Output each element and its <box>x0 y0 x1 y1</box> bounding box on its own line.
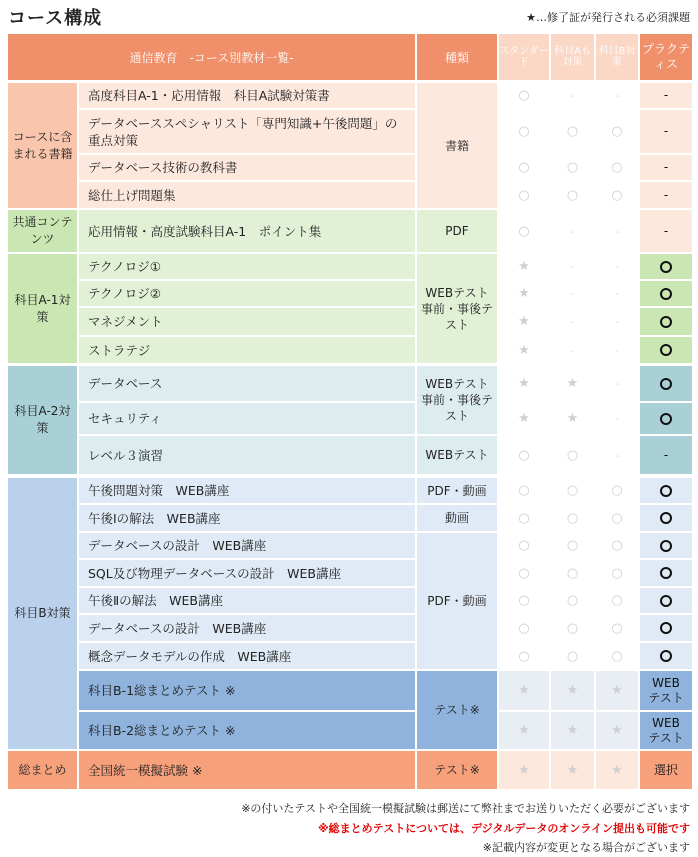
mark-subject: ★ <box>611 723 623 738</box>
practice-cell <box>640 366 692 401</box>
mark-cell-subject <box>596 588 638 613</box>
mark-exam: ○ <box>566 160 579 175</box>
mark-cell-standard <box>499 83 549 108</box>
mark-standard: ○ <box>518 510 530 526</box>
mark-subject: ○ <box>611 620 623 636</box>
mark-standard: ★ <box>518 376 530 391</box>
mark-subject: - <box>615 89 619 102</box>
practice-circle-icon <box>660 413 672 425</box>
mark-cell-exam <box>551 478 594 503</box>
mark-subject: - <box>615 343 619 357</box>
note-digital: ※総まとめテストについては、デジタルデータのオンライン提出も可能です <box>317 822 690 835</box>
type-cell: WEBテスト 事前・事後テスト <box>417 254 497 363</box>
type-cell: テスト※ <box>417 751 497 789</box>
practice-cell <box>640 478 692 503</box>
mark-cell-subject <box>596 337 638 363</box>
mark-standard: ★ <box>518 314 530 329</box>
legend-text: ★…修了証が発行される必須課題 <box>526 11 690 24</box>
mark-standard: ○ <box>518 620 530 636</box>
list-item: 科目B-1総まとめテスト ※ <box>79 671 415 710</box>
mark-subject: ○ <box>611 160 623 175</box>
mark-standard: ○ <box>518 187 530 203</box>
mark-cell-standard <box>499 615 549 641</box>
mark-subject: ○ <box>611 648 623 664</box>
mark-cell-exam <box>551 436 594 474</box>
mark-cell-subject <box>596 308 638 335</box>
mark-cell-exam <box>551 712 594 749</box>
mark-cell-exam <box>551 505 594 531</box>
mark-exam: ○ <box>566 447 579 463</box>
mark-standard: ○ <box>518 124 530 139</box>
section-label: コースに含まれる書籍 <box>8 83 77 208</box>
type-cell: PDF・動画 <box>417 533 497 669</box>
practice-cell <box>640 712 692 749</box>
practice-circle-icon <box>660 261 672 273</box>
mark-cell-standard <box>499 533 549 558</box>
mark-cell-standard <box>499 254 549 279</box>
note-change: ※記載内容が変更となる場合がございます <box>482 841 690 854</box>
mark-cell-standard <box>499 182 549 208</box>
mark-cell-exam <box>551 337 594 363</box>
mark-cell-exam <box>551 254 594 279</box>
practice-cell <box>640 155 692 180</box>
mark-subject: ○ <box>611 565 623 581</box>
practice-cell <box>640 505 692 531</box>
practice-value: - <box>663 88 669 102</box>
mark-cell-standard <box>499 643 549 669</box>
mark-cell-exam <box>551 560 594 586</box>
mark-exam: - <box>570 343 575 357</box>
mark-subject: ○ <box>611 510 623 526</box>
list-item: データベースの設計 WEB講座 <box>79 533 415 558</box>
list-item: テクノロジ① <box>79 254 415 279</box>
list-item: ストラテジ <box>79 337 415 363</box>
mark-exam: ★ <box>566 723 579 738</box>
section-label: 科目A-1対策 <box>8 254 77 363</box>
list-item: 科目B-2総まとめテスト ※ <box>79 712 415 749</box>
list-item: 総仕上げ問題集 <box>79 182 415 208</box>
mark-cell-standard <box>499 478 549 503</box>
mark-cell-subject <box>596 615 638 641</box>
list-item: データベースの設計 WEB講座 <box>79 615 415 641</box>
type-cell: PDF・動画 <box>417 478 497 503</box>
practice-value: - <box>663 223 669 238</box>
mark-exam: - <box>570 260 575 273</box>
mark-cell-exam <box>551 615 594 641</box>
practice-cell <box>640 308 692 335</box>
section-label: 科目A-2対策 <box>8 366 77 474</box>
header-subject: 科目B対策 <box>596 34 638 80</box>
list-item: 全国統一模擬試験 ※ <box>79 751 415 789</box>
list-item: マネジメント <box>79 308 415 335</box>
mark-subject: ○ <box>611 124 623 139</box>
section-label: 共通コンテンツ <box>8 210 77 252</box>
practice-circle-icon <box>660 316 672 328</box>
mark-standard: ○ <box>518 593 530 608</box>
mark-cell-exam <box>551 533 594 558</box>
practice-cell <box>640 110 692 153</box>
mark-exam: ★ <box>566 683 579 698</box>
practice-cell <box>640 210 692 252</box>
mark-subject: - <box>615 448 619 462</box>
mark-cell-subject <box>596 83 638 108</box>
mark-cell-standard <box>499 436 549 474</box>
practice-cell <box>640 403 692 434</box>
list-item: 高度科目A-1・応用情報 科目A試験対策書 <box>79 83 415 108</box>
practice-cell <box>640 560 692 586</box>
mark-standard: ○ <box>518 565 530 581</box>
practice-cell <box>640 436 692 474</box>
mark-cell-exam <box>551 671 594 710</box>
mark-standard: ○ <box>518 538 530 553</box>
type-cell: PDF <box>417 210 497 252</box>
mark-cell-exam <box>551 83 594 108</box>
mark-subject: ○ <box>611 538 623 553</box>
mark-cell-standard <box>499 281 549 306</box>
mark-cell-subject <box>596 403 638 434</box>
list-item: 午後Ⅱの解法 WEB講座 <box>79 588 415 613</box>
practice-cell <box>640 588 692 613</box>
mark-exam: ○ <box>566 124 579 139</box>
mark-cell-standard <box>499 403 549 434</box>
type-cell: テスト※ <box>417 671 497 749</box>
practice-circle-icon <box>660 512 672 524</box>
page-title: コース構成 <box>8 8 103 29</box>
list-item: データベース技術の教科書 <box>79 155 415 180</box>
header-exam: 科目Aも対策 <box>551 34 594 80</box>
mark-subject: - <box>615 377 619 390</box>
practice-cell <box>640 615 692 641</box>
mark-cell-standard <box>499 210 549 252</box>
header-materials: 通信教育 -コース別教材一覧- <box>8 34 415 80</box>
mark-standard: ○ <box>518 223 530 239</box>
mark-cell-subject <box>596 254 638 279</box>
practice-value: WEB テスト <box>648 715 684 745</box>
header-type: 種類 <box>417 34 497 80</box>
mark-standard: ○ <box>518 648 530 664</box>
mark-cell-subject <box>596 560 638 586</box>
mark-standard: ★ <box>518 286 530 301</box>
practice-circle-icon <box>660 485 672 497</box>
mark-exam: ○ <box>566 648 579 664</box>
practice-cell <box>640 281 692 306</box>
list-item: 応用情報・高度試験科目A-1 ポイント集 <box>79 210 415 252</box>
practice-value: 選択 <box>653 762 678 777</box>
practice-cell <box>640 671 692 710</box>
mark-exam: ○ <box>566 538 579 553</box>
mark-cell-exam <box>551 308 594 335</box>
mark-cell-exam <box>551 155 594 180</box>
practice-cell <box>640 643 692 669</box>
mark-standard: ★ <box>518 723 530 738</box>
practice-circle-icon <box>660 567 672 579</box>
mark-exam: ○ <box>566 565 579 581</box>
mark-cell-exam <box>551 366 594 401</box>
mark-exam: ★ <box>566 411 579 426</box>
list-item: レベル３演習 <box>79 436 415 474</box>
type-cell: WEBテスト <box>417 436 497 474</box>
mark-subject: ○ <box>611 593 623 608</box>
practice-cell <box>640 254 692 279</box>
mark-cell-standard <box>499 712 549 749</box>
practice-circle-icon <box>660 344 672 356</box>
list-item: データベース <box>79 366 415 401</box>
header-standard: スタンダード <box>499 34 549 80</box>
mark-cell-exam <box>551 751 594 789</box>
mark-exam: ○ <box>566 593 579 608</box>
practice-circle-icon <box>660 540 672 552</box>
mark-exam: ○ <box>566 187 579 203</box>
section-label: 総まとめ <box>8 751 77 789</box>
mark-subject: ○ <box>611 483 623 498</box>
list-item: テクノロジ② <box>79 281 415 306</box>
mark-exam: - <box>570 89 575 102</box>
mark-subject: ○ <box>611 187 623 203</box>
mark-cell-subject <box>596 671 638 710</box>
practice-cell <box>640 337 692 363</box>
practice-circle-icon <box>660 650 672 662</box>
mark-exam: - <box>570 287 575 300</box>
mark-subject: - <box>615 224 619 238</box>
mark-cell-exam <box>551 588 594 613</box>
mark-cell-subject <box>596 155 638 180</box>
mark-standard: ★ <box>518 342 530 358</box>
mark-cell-standard <box>499 366 549 401</box>
mark-cell-subject <box>596 436 638 474</box>
mark-cell-exam <box>551 110 594 153</box>
practice-value: WEB テスト <box>648 675 684 705</box>
mark-cell-subject <box>596 281 638 306</box>
mark-cell-exam <box>551 210 594 252</box>
mark-exam: ★ <box>566 376 579 391</box>
list-item: SQL及び物理データベースの設計 WEB講座 <box>79 560 415 586</box>
practice-cell <box>640 182 692 208</box>
mark-cell-standard <box>499 505 549 531</box>
mark-subject: - <box>615 412 619 425</box>
mark-standard: ★ <box>518 411 530 426</box>
mark-exam: ○ <box>566 483 579 498</box>
mark-exam: ★ <box>566 762 579 778</box>
list-item: 午後問題対策 WEB講座 <box>79 478 415 503</box>
list-item: セキュリティ <box>79 403 415 434</box>
mark-cell-exam <box>551 182 594 208</box>
mark-cell-subject <box>596 533 638 558</box>
mark-cell-standard <box>499 560 549 586</box>
mark-cell-subject <box>596 712 638 749</box>
mark-exam: - <box>570 315 575 328</box>
mark-cell-subject <box>596 751 638 789</box>
list-item: 概念データモデルの作成 WEB講座 <box>79 643 415 669</box>
mark-standard: ○ <box>518 88 530 103</box>
practice-value: - <box>663 160 669 174</box>
mark-exam: ○ <box>566 510 579 526</box>
list-item: データベーススペシャリスト「専門知識+午後問題」の重点対策 <box>79 110 415 153</box>
practice-circle-icon <box>660 378 672 390</box>
mark-standard: ★ <box>518 762 530 778</box>
practice-circle-icon <box>660 595 672 607</box>
mark-cell-standard <box>499 308 549 335</box>
mark-exam: ○ <box>566 620 579 636</box>
mark-subject: - <box>615 315 619 328</box>
mark-standard: ○ <box>518 483 530 498</box>
mark-standard: ○ <box>518 447 530 463</box>
mark-cell-subject <box>596 210 638 252</box>
mark-cell-subject <box>596 478 638 503</box>
mark-subject: ★ <box>611 762 623 778</box>
mark-cell-exam <box>551 403 594 434</box>
type-cell: WEBテスト 事前・事後テスト <box>417 366 497 434</box>
type-cell: 動画 <box>417 505 497 531</box>
mark-cell-standard <box>499 110 549 153</box>
practice-cell <box>640 751 692 789</box>
mark-exam: - <box>570 224 575 238</box>
practice-cell <box>640 533 692 558</box>
practice-circle-icon <box>660 288 672 300</box>
mark-cell-exam <box>551 643 594 669</box>
mark-standard: ★ <box>518 259 530 274</box>
practice-value: - <box>663 187 669 202</box>
type-cell: 書籍 <box>417 83 497 208</box>
mark-cell-exam <box>551 281 594 306</box>
mark-subject: - <box>615 260 619 273</box>
mark-cell-standard <box>499 751 549 789</box>
mark-cell-subject <box>596 643 638 669</box>
mark-standard: ★ <box>518 683 530 698</box>
practice-value: - <box>663 124 669 138</box>
list-item: 午後Ⅰの解法 WEB講座 <box>79 505 415 531</box>
mark-subject: ★ <box>611 683 623 698</box>
mark-cell-standard <box>499 155 549 180</box>
mark-cell-subject <box>596 182 638 208</box>
mark-cell-subject <box>596 505 638 531</box>
practice-circle-icon <box>660 622 672 634</box>
note-mail: ※の付いたテストや全国統一模擬試験は郵送にて弊社までお送りいただく必要がございます <box>241 802 690 815</box>
mark-cell-standard <box>499 337 549 363</box>
mark-subject: - <box>615 287 619 300</box>
practice-cell <box>640 83 692 108</box>
mark-cell-standard <box>499 588 549 613</box>
practice-value: - <box>663 447 669 462</box>
mark-cell-subject <box>596 366 638 401</box>
section-label: 科目B対策 <box>8 478 77 749</box>
mark-cell-standard <box>499 671 549 710</box>
mark-standard: ○ <box>518 160 530 175</box>
header-practice: プラクティス <box>640 34 692 80</box>
mark-cell-subject <box>596 110 638 153</box>
